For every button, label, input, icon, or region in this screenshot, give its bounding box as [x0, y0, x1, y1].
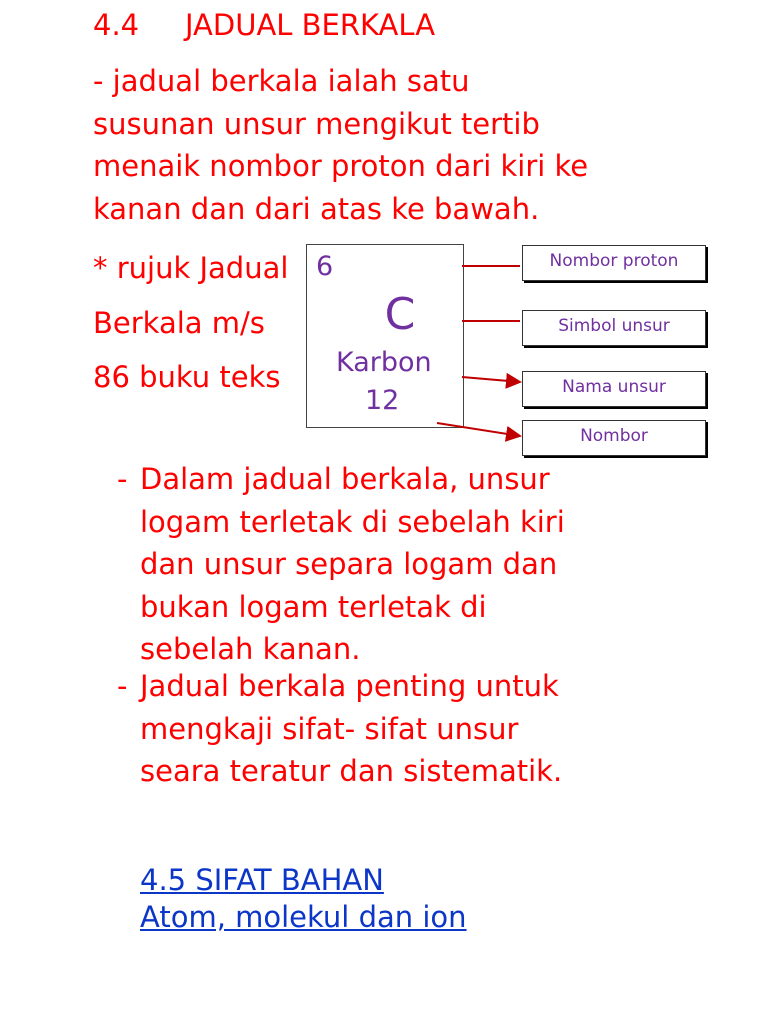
reference-line: * rujuk Jadual	[93, 251, 289, 285]
bullet-line: Jadual berkala penting untuk	[140, 669, 559, 703]
bullet-dash: -	[117, 669, 128, 703]
arrow-mass	[437, 423, 520, 436]
bullet-dash: -	[117, 462, 128, 496]
bullet-metals	[117, 458, 565, 671]
bullet-line: bukan logam terletak di	[140, 589, 487, 624]
bullet-line: Dalam jadual berkala, unsur	[140, 462, 550, 496]
bullet-line: seara teratur dan sistematik.	[140, 754, 563, 788]
section-title: JADUAL BERKALA	[185, 8, 436, 42]
bullet-importance	[117, 665, 562, 793]
bullet-line: mengkaji sifat- sifat unsur	[140, 711, 519, 746]
link-sifat-bahan[interactable]: 4.5 SIFAT BAHAN	[140, 863, 384, 897]
link-atom-molekul-ion[interactable]: Atom, molekul dan ion	[140, 900, 467, 934]
arrow-name	[462, 377, 520, 382]
label-number: Nombor	[522, 420, 706, 456]
element-name: Karbon	[336, 347, 432, 378]
intro-line: kanan dan dari atas ke bawah.	[93, 191, 540, 226]
bullet-line: dan unsur separa logam dan	[140, 547, 558, 581]
bullet-line: sebelah kanan.	[140, 632, 361, 666]
section-number: 4.4	[93, 8, 140, 42]
proton-number: 6	[316, 251, 334, 282]
reference-line: 86 buku teks	[93, 360, 281, 394]
intro-line: - jadual berkala ialah satu	[93, 64, 470, 98]
intro-line: susunan unsur mengikut tertib	[93, 106, 540, 141]
reference-line: Berkala m/s	[93, 305, 265, 340]
label-element-symbol: Simbol unsur	[522, 310, 706, 346]
element-symbol: C	[384, 289, 416, 340]
label-element-name: Nama unsur	[522, 371, 706, 407]
label-proton-number: Nombor proton	[522, 245, 706, 281]
intro-line: menaik nombor proton dari kiri ke	[93, 149, 589, 183]
bullet-line: logam terletak di sebelah kiri	[140, 504, 565, 539]
element-mass: 12	[365, 385, 400, 416]
